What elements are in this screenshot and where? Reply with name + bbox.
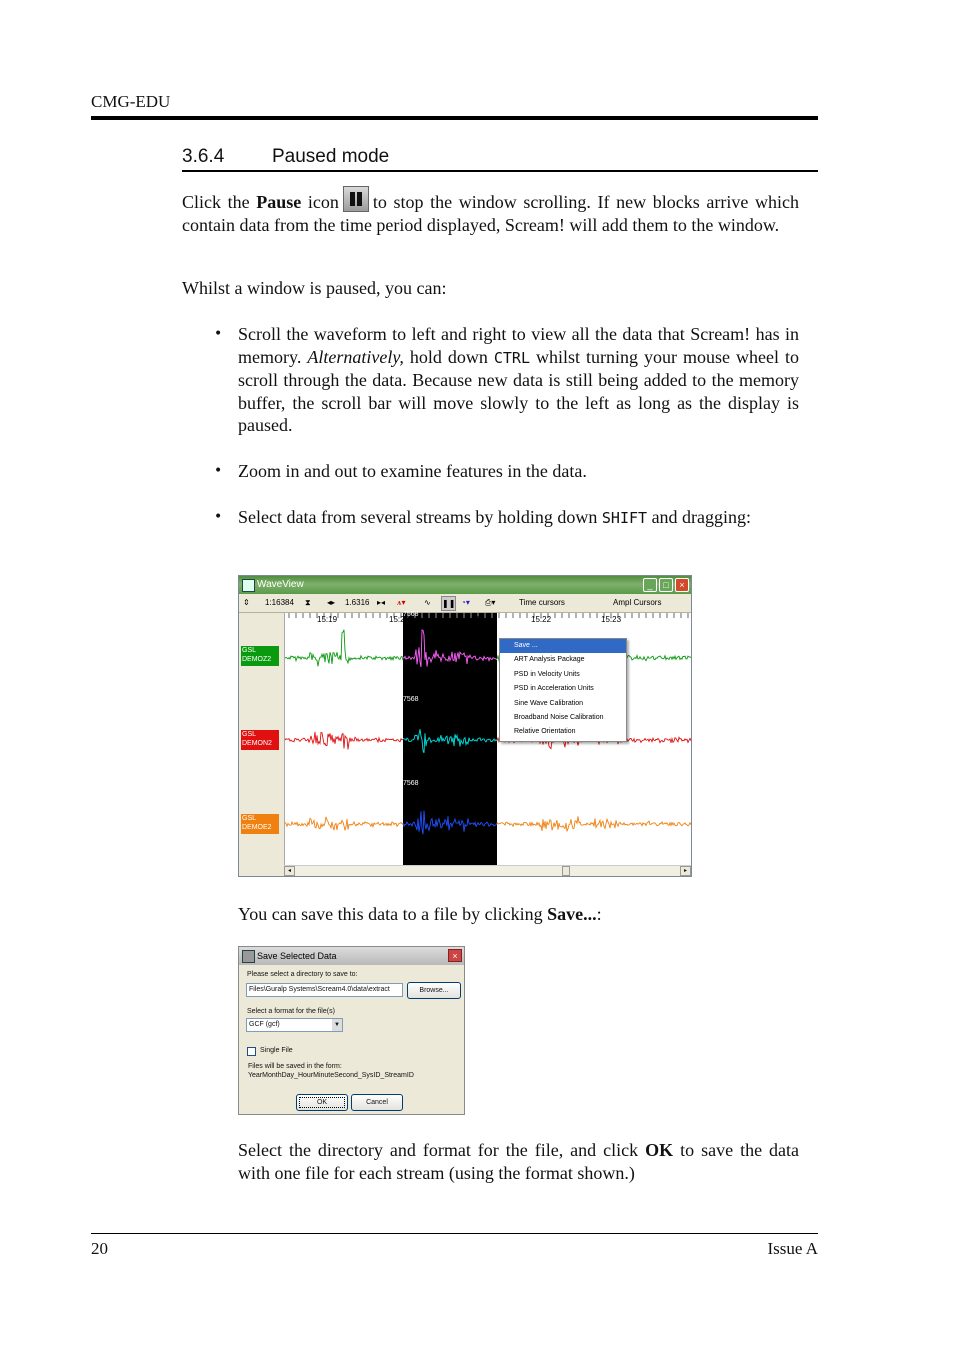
page-number: 20 xyxy=(91,1239,108,1258)
menu-item-noise-calibration[interactable]: Broadband Noise Calibration xyxy=(514,713,604,721)
x-zoom-icon[interactable]: ⧗ xyxy=(305,598,311,607)
waveview-app-icon xyxy=(242,579,255,592)
selection-count: 7568 xyxy=(403,696,419,703)
waveform-trace xyxy=(403,729,497,753)
section-title: Paused mode xyxy=(272,146,390,167)
time-tick: 15:20 xyxy=(389,615,410,624)
close-icon[interactable]: × xyxy=(448,949,462,962)
bullet-marker: • xyxy=(214,509,223,525)
waveview-titlebar xyxy=(239,576,691,594)
time-tick: 15:19 xyxy=(317,615,338,624)
maximize-icon[interactable]: □ xyxy=(659,578,673,592)
section-rule xyxy=(182,170,818,172)
bullet-select: Select data from several streams by holding down SHIFT and dragging: xyxy=(238,507,752,527)
selection-count: 7568 xyxy=(403,780,419,787)
waveform-icon[interactable]: ∿ xyxy=(424,598,431,607)
vertical-zoom-icon[interactable]: ⇕ xyxy=(243,598,250,607)
paragraph-pause: Click the Pause icon to stop the window scrolling. If new blocks arrive which contain data from the time period displayed, Scream! will add them to the window. xyxy=(182,186,799,236)
save-dialog xyxy=(238,946,465,1115)
directory-field[interactable]: Files\Guralp Systems\Scream4.0\data\extract xyxy=(246,983,403,997)
scroll-left-icon[interactable]: ◂ xyxy=(284,866,295,876)
browse-button[interactable]: Browse... xyxy=(407,982,461,999)
amp-scale-value: 1.6316 xyxy=(345,598,370,607)
running-header: CMG-EDU xyxy=(91,92,171,111)
waveview-toolbar xyxy=(239,594,691,613)
waveform-trace xyxy=(285,817,403,831)
section-number: 3.6.4 xyxy=(182,146,225,167)
time-scale-value: 1:16384 xyxy=(265,598,294,607)
dialog-app-icon xyxy=(242,950,255,963)
fit-icon[interactable]: ▸◂ xyxy=(377,598,386,607)
paragraph-whilst: Whilst a window is paused, you can: xyxy=(182,278,447,298)
time-tick: 15:23 xyxy=(601,615,622,624)
paragraph-save: You can save this data to a file by clicking Save...: xyxy=(238,904,602,924)
ok-button[interactable]: OK xyxy=(296,1094,348,1111)
footer-rule xyxy=(91,1233,818,1234)
menu-item-art[interactable]: ART Analysis Package xyxy=(514,656,585,664)
scroll-thumb[interactable] xyxy=(562,866,570,876)
paragraph-ok: Select the directory and format for the file, and click OK to save the data with one file for each stream (using the format shown.) xyxy=(238,1140,800,1183)
single-file-label: Single File xyxy=(260,1047,293,1054)
bullet-zoom: Zoom in and out to examine features in the data. xyxy=(238,461,587,481)
bullet-marker: • xyxy=(214,463,223,479)
issue-label: Issue A xyxy=(767,1239,818,1258)
format-note-line-1: Files will be saved in the form: xyxy=(248,1063,342,1070)
single-file-checkbox[interactable] xyxy=(247,1047,256,1056)
channel-label-z[interactable]: GSL DEMOZ2 xyxy=(241,646,279,666)
menu-item-save[interactable]: Save ... xyxy=(500,639,626,653)
minimize-icon[interactable]: _ xyxy=(643,578,657,592)
menu-item-relative-orientation[interactable]: Relative Orientation xyxy=(514,728,576,736)
header-rule xyxy=(91,116,818,120)
waveform-trace xyxy=(497,816,691,831)
waveform-trace xyxy=(403,630,497,667)
selection-count: 7568 xyxy=(403,611,419,618)
pause-icon xyxy=(343,186,369,212)
cancel-button[interactable]: Cancel xyxy=(351,1094,403,1111)
save-dialog-titlebar xyxy=(239,947,464,965)
menu-item-psd-acceleration[interactable]: PSD in Acceleration Units xyxy=(514,685,594,693)
directory-label: Please select a directory to save to: xyxy=(247,971,358,978)
waveview-window xyxy=(238,575,692,877)
format-select[interactable]: GCF (gcf) ▼ xyxy=(246,1018,343,1032)
waveform-trace xyxy=(285,630,403,667)
time-tick: 15:22 xyxy=(531,615,552,624)
ampl-cursors-label[interactable]: Ampl Cursors xyxy=(613,598,662,607)
format-note-line-2: YearMonthDay_HourMinuteSecond_SysID_StreamID xyxy=(248,1072,414,1079)
horizontal-zoom-icon[interactable]: ◂▸ xyxy=(327,598,336,607)
pause-icon[interactable]: ❚❚ xyxy=(441,596,456,611)
time-cursors-label[interactable]: Time cursors xyxy=(519,598,565,607)
scroll-right-icon[interactable]: ▸ xyxy=(680,866,691,876)
waveform-trace xyxy=(285,732,403,750)
chevron-down-icon[interactable]: ▼ xyxy=(332,1019,342,1031)
bullet-scroll: Scroll the waveform to left and right to view all the data that Scream! has in memory. Alternatively, hold down CTRL whilst turning your mouse wheel to scroll through the data. Because new data is still being added to the memory buffer, the scroll bar will move slowly to the left as long as the display is paused. xyxy=(238,324,800,436)
format-label: Select a format for the file(s) xyxy=(247,1008,335,1015)
close-icon[interactable]: × xyxy=(675,578,689,592)
filter-icon[interactable]: ⩚▾ xyxy=(397,598,406,607)
horizontal-scrollbar[interactable] xyxy=(284,865,691,877)
save-dialog-title: Save Selected Data xyxy=(257,951,337,961)
waveform-trace xyxy=(403,811,497,835)
time-tick: 15:21 xyxy=(460,615,481,624)
bullet-marker: • xyxy=(214,326,223,342)
channel-label-e[interactable]: GSL DEMOE2 xyxy=(241,814,279,834)
channel-label-n[interactable]: GSL DEMON2 xyxy=(241,730,279,750)
waveview-title: WaveView xyxy=(257,579,304,590)
waveform-plot[interactable] xyxy=(239,613,691,865)
spectrum-icon[interactable]: ◔▾ xyxy=(461,598,470,607)
print-icon[interactable]: ⎙▾ xyxy=(485,598,496,607)
menu-item-sine-calibration[interactable]: Sine Wave Calibration xyxy=(514,699,583,707)
menu-item-psd-velocity[interactable]: PSD in Velocity Units xyxy=(514,670,580,678)
context-menu xyxy=(499,638,627,742)
